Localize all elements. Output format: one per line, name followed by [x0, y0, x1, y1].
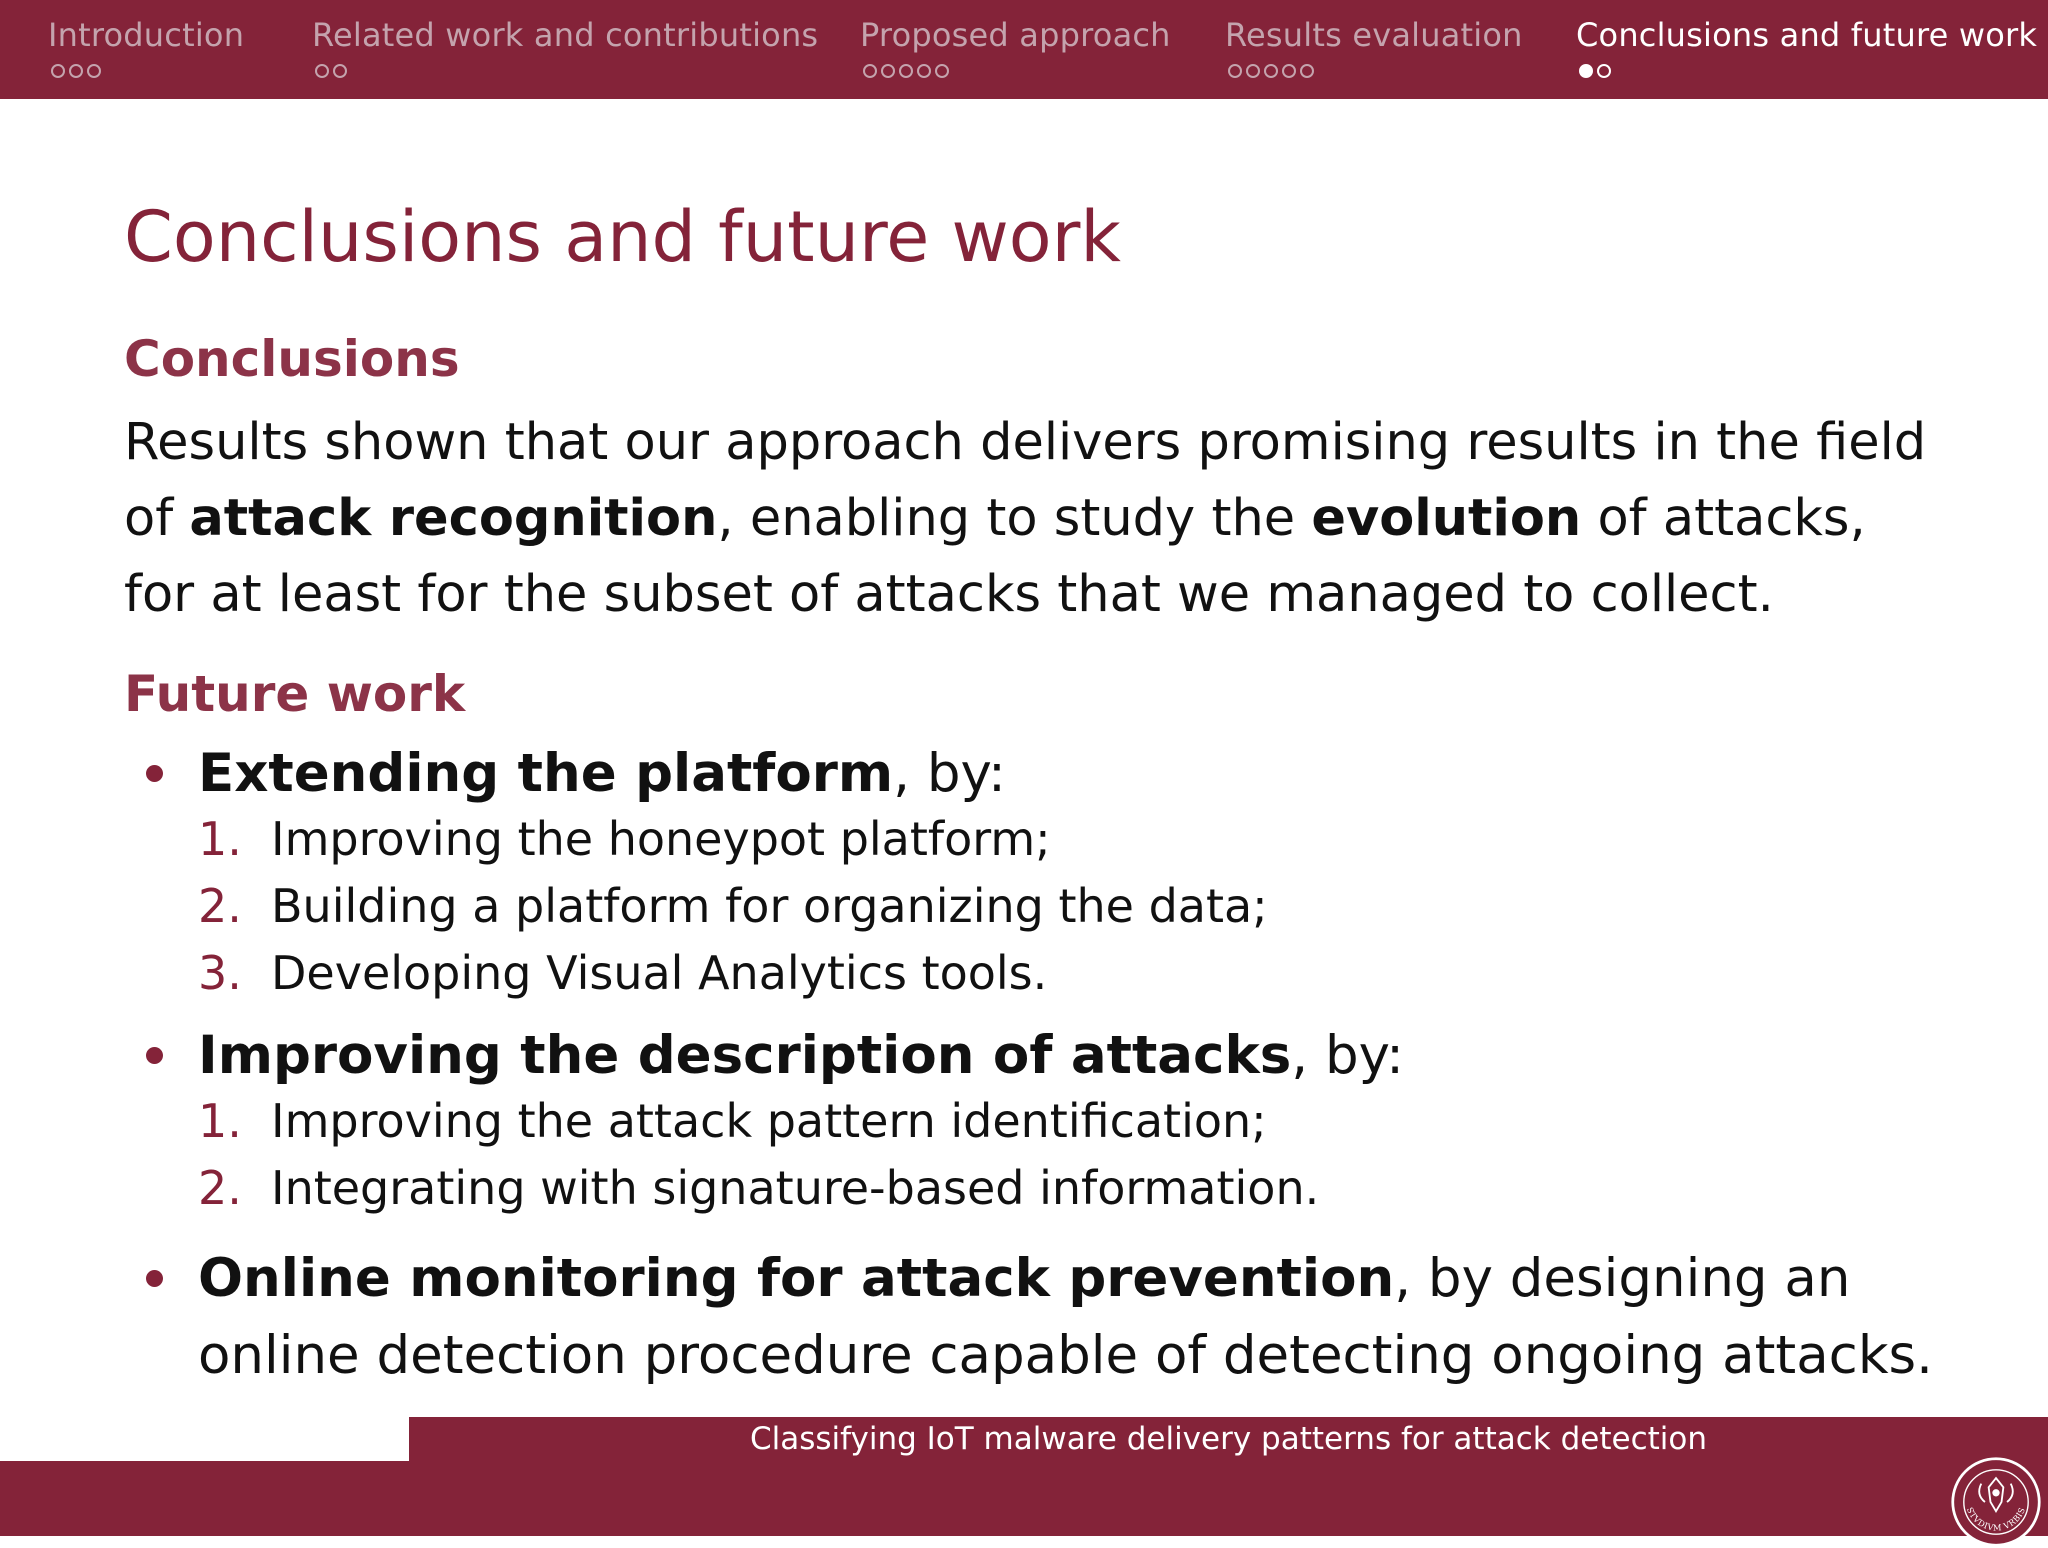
sub-item-number: 3. [198, 946, 242, 1000]
nav-section-dots [863, 64, 949, 78]
footer-title: Classifying IoT malware delivery patterns for attack detection [749, 1421, 1707, 1457]
slide-title: Conclusions and future work [124, 196, 1121, 278]
nav-section-title[interactable]: Conclusions and future work [1576, 16, 2038, 54]
nav-frame-dot[interactable] [333, 64, 347, 78]
footer-left-panel [0, 1417, 409, 1461]
nav-frame-dot[interactable] [87, 64, 101, 78]
bullet-bold: Improving the description of attacks [198, 1025, 1292, 1086]
nav-frame-dot[interactable] [881, 64, 895, 78]
footer-bar [0, 1417, 2048, 1536]
sub-item-text: Integrating with signature-based information. [271, 1161, 1320, 1215]
bullet-rest: , by designing an online detection procedure capable of detecting ongoing attacks. [198, 1248, 1933, 1386]
nav-frame-dot[interactable] [1282, 64, 1296, 78]
bullet-bold: Online monitoring for attack prevention [198, 1248, 1395, 1309]
conclusions-text-part: , enabling to study the [717, 489, 1312, 548]
sub-item-text: Building a platform for organizing the data; [271, 879, 1268, 933]
conclusions-heading: Conclusions [124, 330, 460, 388]
university-seal-icon [1950, 1456, 2042, 1548]
conclusions-text-part: Results shown that our approach delivers promising results in the field of [124, 413, 1927, 548]
sub-item-number: 1. [198, 812, 242, 866]
sub-item-number: 2. [198, 879, 242, 933]
nav-frame-dot[interactable] [1264, 64, 1278, 78]
seal-text: STVDIVM VRBIS [1964, 1505, 2028, 1533]
bullet-bold: Extending the platform [198, 743, 894, 804]
sub-item-number: 1. [198, 1094, 242, 1148]
bullet-rest: , by: [1291, 1025, 1404, 1086]
nav-frame-dot[interactable] [69, 64, 83, 78]
sub-item-text: Developing Visual Analytics tools. [271, 946, 1048, 1000]
nav-frame-dot[interactable] [863, 64, 877, 78]
bullet-text [198, 735, 1944, 812]
nav-frame-dot[interactable] [1597, 64, 1611, 78]
future-work-heading: Future work [124, 665, 466, 723]
bullet-text [198, 1240, 1944, 1394]
conclusions-bold-attack-recognition: attack recognition [189, 489, 718, 548]
nav-section-dots [1228, 64, 1314, 78]
nav-frame-dot[interactable] [315, 64, 329, 78]
nav-section-dots [1579, 64, 1611, 78]
conclusions-bold-evolution: evolution [1311, 489, 1582, 548]
nav-frame-dot[interactable] [51, 64, 65, 78]
nav-section-dots [51, 64, 101, 78]
bullet-icon [146, 1047, 163, 1064]
nav-frame-dot[interactable] [1300, 64, 1314, 78]
sub-item-text: Improving the honeypot platform; [271, 812, 1051, 866]
nav-section-dots [315, 64, 347, 78]
nav-frame-dot[interactable] [1579, 64, 1593, 78]
bullet-rest: , by: [893, 743, 1006, 804]
nav-frame-dot[interactable] [917, 64, 931, 78]
conclusions-paragraph [124, 405, 1944, 633]
nav-section-title[interactable]: Proposed approach [860, 16, 1171, 54]
bullet-icon [146, 1270, 163, 1287]
nav-frame-dot[interactable] [899, 64, 913, 78]
nav-section-title[interactable]: Introduction [48, 16, 245, 54]
nav-frame-dot[interactable] [1246, 64, 1260, 78]
bullet-text [198, 1017, 1944, 1094]
conclusions-text-part: of attacks, for at least for the subset of attacks that we managed to collect. [124, 489, 1866, 624]
sub-item-text: Improving the attack pattern identification; [271, 1094, 1267, 1148]
nav-section-title[interactable]: Related work and contributions [312, 16, 819, 54]
bullet-icon [146, 765, 163, 782]
nav-frame-dot[interactable] [1228, 64, 1242, 78]
sub-item-number: 2. [198, 1161, 242, 1215]
nav-section-title[interactable]: Results evaluation [1225, 16, 1523, 54]
navigation-bar [0, 0, 2048, 99]
nav-frame-dot[interactable] [935, 64, 949, 78]
